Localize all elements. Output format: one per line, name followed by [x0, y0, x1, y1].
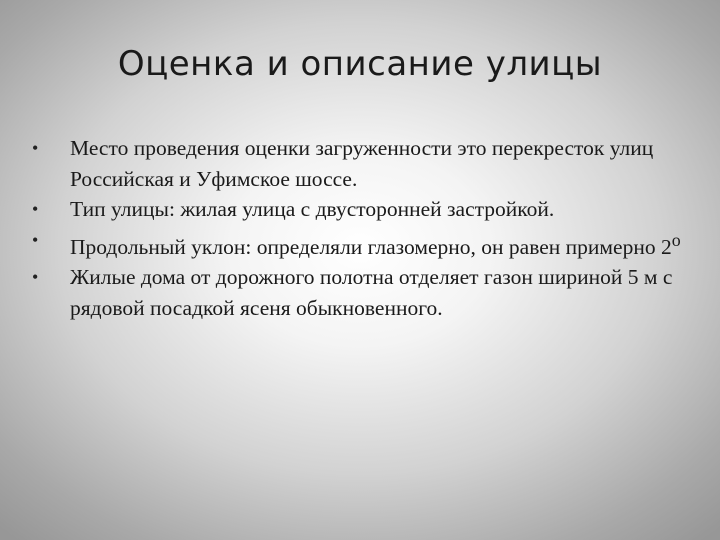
- bullet-item: [32, 262, 692, 323]
- bullet-text: Тип улицы: жилая улица с двусторонней застройкой.: [70, 197, 555, 221]
- bullet-text: Место проведения оценки загруженности это перекресток улиц Российская и Уфимское шоссе.: [70, 136, 654, 191]
- bullet-marker: •: [32, 267, 39, 288]
- bullet-marker: •: [32, 199, 39, 219]
- bullet-item: [32, 225, 692, 263]
- bullet-text: Продольный уклон: определяли глазомерно, он равен примерно 2: [70, 234, 672, 259]
- bullet-marker: •: [32, 138, 39, 158]
- bullet-item: [32, 133, 692, 194]
- bullet-marker: •: [32, 229, 39, 250]
- degree-superscript: o: [671, 229, 681, 250]
- bullet-list: [32, 133, 692, 323]
- bullet-text: Жилые дома от дорожного полотна отделяет газон шириной 5 м с рядовой посадкой ясеня обыкновенного.: [70, 265, 673, 320]
- slide-title: Оценка и описание улицы: [117, 44, 603, 84]
- bullet-item: [32, 194, 692, 225]
